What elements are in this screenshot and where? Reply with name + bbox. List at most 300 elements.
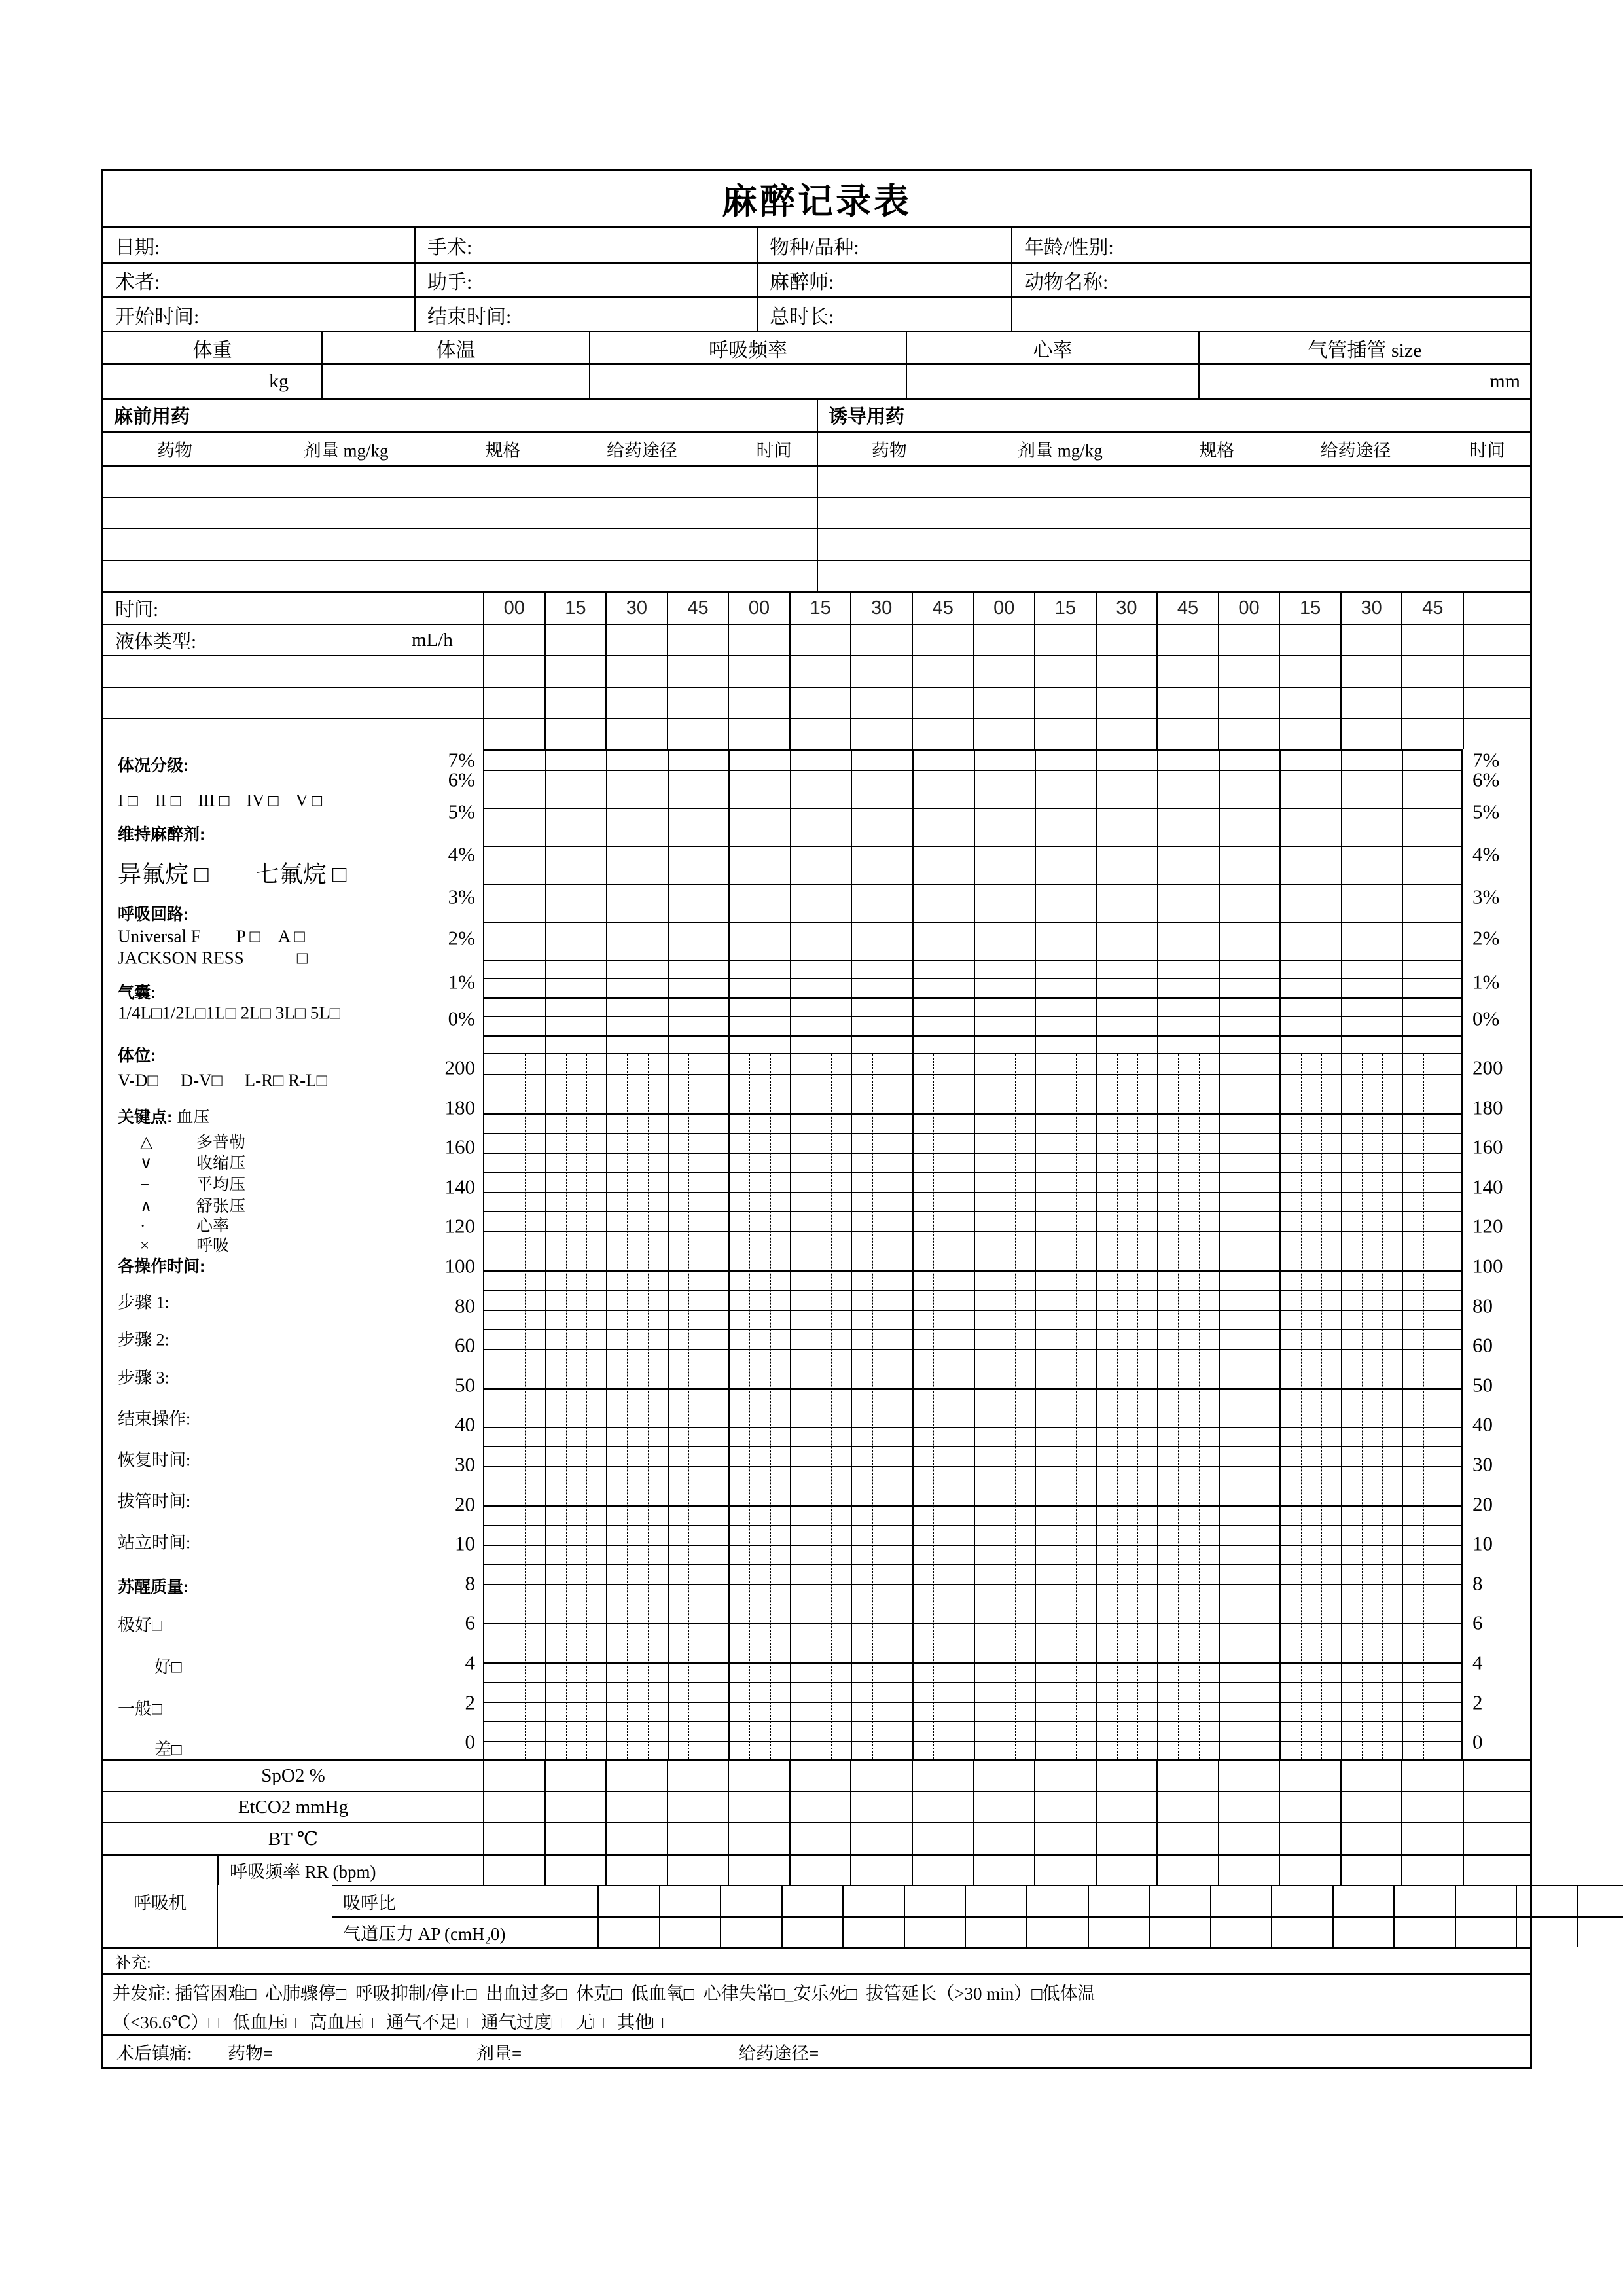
infusion-empty-row — [103, 687, 1530, 718]
grid-entry-cell[interactable] — [1096, 1856, 1157, 1885]
grid-entry-cell[interactable] — [973, 1856, 1035, 1885]
grid-entry-cell[interactable] — [904, 1886, 965, 1916]
sidebar-item[interactable]: Universal F P □ A □ — [118, 926, 305, 946]
grid-entry-cell[interactable] — [850, 719, 912, 749]
sidebar-heading: 体况分级: — [118, 757, 189, 775]
grid-entry-cell[interactable] — [781, 1886, 843, 1916]
analgesia-dose-field[interactable]: 剂量= — [476, 2043, 522, 2063]
grid-entry-cell[interactable] — [842, 1886, 904, 1916]
grid-entry-cell[interactable] — [1455, 1886, 1516, 1916]
grid-entry-cell[interactable] — [1034, 625, 1096, 655]
grid-entry-cell[interactable] — [1088, 1918, 1149, 1947]
grid-entry-cell[interactable] — [1279, 719, 1340, 749]
infusion-empty-row — [103, 718, 1530, 749]
grid-column-line — [851, 1054, 852, 1759]
grid-entry-cell[interactable] — [1401, 1792, 1463, 1822]
anesthesia-record-form — [101, 169, 1532, 2069]
age-sex-field[interactable]: 年龄/性别: — [1011, 228, 1530, 262]
grid-end-cell — [1463, 1761, 1530, 1791]
grid-entry-cell[interactable] — [659, 1886, 721, 1916]
value-scale-right: 60 — [1472, 1333, 1493, 1357]
grid-column-line — [545, 751, 546, 1053]
grid-entry-cell[interactable] — [544, 1823, 606, 1854]
grid-entry-cell[interactable] — [597, 1918, 659, 1947]
grid-entry-cell[interactable] — [1096, 1792, 1157, 1822]
anesthetist-field[interactable]: 麻醉师: — [757, 264, 1011, 296]
sidebar-heading: 苏醒质量: — [118, 1578, 189, 1596]
value-scale-right: 10 — [1472, 1532, 1493, 1555]
fluid-row-label-cell — [103, 625, 483, 655]
grid-entry-cell[interactable] — [1340, 656, 1402, 687]
grid-entry-cell[interactable] — [1156, 1856, 1218, 1885]
time-tick-cell: 00 — [483, 593, 544, 624]
ventilator-param-label: 气道压力 AP (cmH₂0) — [343, 1924, 506, 1944]
grid-entry-cell[interactable] — [605, 719, 667, 749]
grid-end-cell — [1463, 593, 1530, 624]
ventilator-param-label: 吸呼比 — [343, 1893, 396, 1913]
grid-column-line — [1157, 1054, 1158, 1759]
sidebar-item[interactable]: I □ II □ III □ IV □ V □ — [118, 791, 323, 810]
grid-row-line — [484, 1113, 1461, 1115]
grid-row-line — [484, 1270, 1461, 1272]
grid-entry-cell[interactable] — [1340, 688, 1402, 718]
grid-entry-cell[interactable] — [850, 688, 912, 718]
value-scale-right: 0 — [1472, 1730, 1483, 1753]
legend-text: 收缩压 — [196, 1155, 246, 1172]
grid-entry-cell[interactable] — [912, 688, 973, 718]
grid-entry-cell[interactable] — [728, 719, 789, 749]
col-drug: 药物 — [871, 440, 907, 461]
grid-column-line — [1402, 1054, 1403, 1759]
grid-entry-cell[interactable] — [728, 1823, 789, 1854]
sidebar-item[interactable]: 差□ — [154, 1740, 182, 1759]
vital-signs-grid — [483, 1053, 1463, 1759]
percent-scale-right: 6% — [1472, 768, 1500, 791]
grid-dashed-line — [586, 1054, 587, 1759]
grid-entry-cell[interactable] — [1096, 625, 1157, 655]
grid-entry-cell[interactable] — [483, 1856, 544, 1885]
time-tick-cell: 45 — [667, 593, 728, 624]
grid-entry-cell[interactable] — [544, 1761, 606, 1791]
time-tick-cell: 15 — [544, 593, 606, 624]
grid-entry-cell[interactable] — [605, 625, 667, 655]
grid-entry-cell[interactable] — [1218, 1761, 1279, 1791]
surgery-field[interactable]: 手术: — [414, 228, 757, 262]
grid-entry-cell[interactable] — [1218, 1856, 1279, 1885]
infusion-empty-row-label-cell — [103, 656, 483, 687]
grid-entry-cell[interactable] — [1156, 1761, 1218, 1791]
grid-entry-cell[interactable] — [1401, 688, 1463, 718]
grid-entry-cell[interactable] — [1516, 1886, 1577, 1916]
grid-entry-cell[interactable] — [1034, 719, 1096, 749]
grid-column-line — [974, 1054, 975, 1759]
grid-entry-cell[interactable] — [1393, 1918, 1455, 1947]
species-field[interactable]: 物种/品种: — [757, 228, 1011, 262]
grid-entry-cell[interactable] — [1034, 1823, 1096, 1854]
grid-column-line — [912, 1054, 914, 1759]
grid-entry-cell[interactable] — [912, 656, 973, 687]
grid-entry-cell[interactable] — [1088, 1886, 1149, 1916]
grid-entry-cell[interactable] — [973, 625, 1035, 655]
grid-entry-cell[interactable] — [1034, 1856, 1096, 1885]
grid-row-line — [484, 1172, 1461, 1173]
grid-entry-cell[interactable] — [973, 1823, 1035, 1854]
grid-entry-cell[interactable] — [912, 1761, 973, 1791]
animal-name-field[interactable]: 动物名称: — [1011, 264, 1530, 296]
grid-entry-cell[interactable] — [1401, 1823, 1463, 1854]
grid-row-line — [484, 884, 1461, 885]
vitals-header-row — [103, 331, 1530, 363]
value-scale-right: 140 — [1472, 1175, 1503, 1198]
keypoints-label: 关键点: — [118, 1108, 177, 1126]
legend-symbol: · — [140, 1217, 146, 1235]
grid-entry-cell[interactable] — [1149, 1918, 1210, 1947]
grid-entry-cell[interactable] — [965, 1886, 1026, 1916]
complications-line-2[interactable]: （<36.6℃）□ 低血压□ 高血压□ 通气不足□ 通气过度□ 无□ 其他□ — [113, 2013, 664, 2032]
start-time-field[interactable]: 开始时间: — [115, 306, 200, 328]
grid-entry-cell[interactable] — [1210, 1886, 1272, 1916]
grid-column-line — [606, 751, 607, 1053]
value-scale-left: 6 — [465, 1611, 475, 1634]
grid-entry-cell[interactable] — [789, 1823, 851, 1854]
grid-entry-cell[interactable] — [1156, 625, 1218, 655]
percent-scale-right: 4% — [1472, 842, 1500, 866]
weight-unit[interactable]: kg — [269, 370, 289, 392]
grid-entry-cell[interactable] — [1340, 1761, 1402, 1791]
grid-entry-cell[interactable] — [1401, 625, 1463, 655]
grid-entry-cell[interactable] — [483, 1761, 544, 1791]
grid-entry-cell[interactable] — [789, 656, 851, 687]
grid-entry-cell[interactable] — [1149, 1886, 1210, 1916]
medication-section-row — [103, 398, 1530, 431]
grid-entry-cell[interactable] — [597, 1886, 659, 1916]
legend-symbol: × — [140, 1237, 150, 1255]
assistant-field[interactable]: 助手: — [414, 264, 757, 296]
sidebar-heading: 气囊: — [118, 984, 156, 1002]
grid-entry-cell[interactable] — [1401, 719, 1463, 749]
grid-entry-cell[interactable] — [1271, 1886, 1332, 1916]
grid-entry-cell[interactable] — [912, 719, 973, 749]
info-row-3 — [103, 296, 1530, 331]
grid-row-line — [484, 978, 1461, 979]
percent-scale-right: 7% — [1472, 748, 1500, 772]
grid-entry-cell[interactable] — [1096, 1761, 1157, 1791]
grid-entry-cell[interactable] — [1332, 1918, 1394, 1947]
grid-entry-cell[interactable] — [483, 1823, 544, 1854]
grid-entry-cell[interactable] — [667, 656, 728, 687]
grid-entry-cell[interactable] — [1279, 688, 1340, 718]
heart-rate-header: 心率 — [906, 332, 1198, 363]
complications-line-1[interactable]: 并发症: 插管困难□ 心肺骤停□ 呼吸抑制/停止□ 出血过多□ 休克□ 低血氧□ 心律失常□_安乐死□ 拔管延长（>30 min）□低体温 — [113, 1984, 1096, 2003]
grid-entry-cell[interactable] — [789, 1856, 851, 1885]
grid-entry-cell[interactable] — [1218, 1823, 1279, 1854]
grid-entry-cell[interactable] — [728, 1856, 789, 1885]
grid-entry-cell[interactable] — [667, 1761, 728, 1791]
heart-rate-value-cell[interactable] — [906, 365, 1198, 398]
medication-empty-row[interactable] — [103, 497, 1530, 528]
grid-row-line — [484, 922, 1461, 923]
grid-entry-cell[interactable] — [912, 625, 973, 655]
grid-entry-cell[interactable] — [1218, 1792, 1279, 1822]
legend-text: 心率 — [196, 1217, 230, 1235]
grid-entry-cell[interactable] — [483, 625, 544, 655]
grid-row-line — [484, 1192, 1461, 1193]
sidebar-item[interactable]: 异氟烷 □ 七氟烷 □ — [118, 861, 347, 888]
grid-entry-cell[interactable] — [1096, 1823, 1157, 1854]
complications-row — [103, 1973, 1530, 2034]
percent-scale-right: 5% — [1472, 800, 1500, 823]
infusion-empty-row-label-cell — [103, 688, 483, 718]
grid-entry-cell[interactable] — [544, 625, 606, 655]
grid-entry-cell[interactable] — [850, 656, 912, 687]
monitor-row — [103, 1759, 1530, 1791]
time-tick-cell: 00 — [973, 593, 1035, 624]
grid-entry-cell[interactable] — [544, 719, 606, 749]
grid-entry-cell[interactable] — [1034, 656, 1096, 687]
grid-entry-cell[interactable] — [789, 719, 851, 749]
fluid-type-label[interactable]: 液体类型: — [115, 631, 197, 653]
grid-entry-cell[interactable] — [1340, 1856, 1402, 1885]
time-tick-cell: 45 — [1156, 593, 1218, 624]
grid-entry-cell[interactable] — [1218, 688, 1279, 718]
monitor-label: EtCO2 mmHg — [238, 1796, 349, 1818]
grid-entry-cell[interactable] — [605, 656, 667, 687]
time-tick-cell: 45 — [1401, 593, 1463, 624]
grid-entry-cell[interactable] — [1455, 1918, 1516, 1947]
grid-column-line — [545, 1054, 546, 1759]
medication-empty-row[interactable] — [103, 465, 1530, 497]
grid-row-line — [484, 1035, 1461, 1037]
grid-entry-cell[interactable] — [973, 656, 1035, 687]
value-scale-left: 80 — [455, 1294, 475, 1318]
grid-entry-cell[interactable] — [544, 688, 606, 718]
grid-dashed-line — [1015, 1054, 1016, 1759]
grid-entry-cell[interactable] — [781, 1918, 843, 1947]
grid-entry-cell[interactable] — [605, 1823, 667, 1854]
grid-entry-cell[interactable] — [483, 656, 544, 687]
grid-entry-cell[interactable] — [912, 1792, 973, 1822]
grid-dashed-line — [811, 1054, 812, 1759]
respiratory-rate-value-cell[interactable] — [589, 365, 906, 398]
et-tube-header: 气管插管 size — [1198, 332, 1530, 363]
value-scale-left: 0 — [465, 1730, 475, 1753]
grid-row-line — [484, 1329, 1461, 1330]
grid-entry-cell[interactable] — [720, 1886, 781, 1916]
grid-row-line — [484, 1525, 1461, 1526]
grid-row-line — [484, 1290, 1461, 1291]
grid-entry-cell[interactable] — [1340, 1792, 1402, 1822]
sidebar-item[interactable]: 好□ — [154, 1657, 182, 1677]
value-scale-left: 100 — [444, 1254, 475, 1278]
grid-entry-cell[interactable] — [483, 1792, 544, 1822]
end-time-field[interactable]: 结束时间: — [414, 298, 757, 331]
value-scale-left: 4 — [465, 1651, 475, 1674]
grid-entry-cell[interactable] — [1156, 1792, 1218, 1822]
value-scale-right: 4 — [1472, 1651, 1483, 1674]
total-duration-field[interactable]: 总时长: — [757, 298, 1011, 331]
grid-entry-cell[interactable] — [659, 1918, 721, 1947]
analgesia-label: 术后镇痛: — [116, 2043, 192, 2063]
legend-symbol: ∨ — [140, 1155, 152, 1172]
grid-entry-cell[interactable] — [605, 688, 667, 718]
time-tick-cell: 15 — [1034, 593, 1096, 624]
grid-entry-cell[interactable] — [483, 719, 544, 749]
sidebar-item[interactable]: 极好□ — [118, 1615, 162, 1635]
grid-entry-cell[interactable] — [1332, 1886, 1394, 1916]
grid-entry-cell[interactable] — [667, 625, 728, 655]
grid-entry-cell[interactable] — [605, 1856, 667, 1885]
grid-entry-cell[interactable] — [850, 625, 912, 655]
grid-entry-cell[interactable] — [1156, 656, 1218, 687]
grid-entry-cell[interactable] — [973, 1792, 1035, 1822]
grid-entry-cell[interactable] — [1096, 719, 1157, 749]
grid-entry-cell[interactable] — [850, 1761, 912, 1791]
percent-scale-left: 5% — [448, 800, 475, 823]
grid-entry-cell[interactable] — [544, 656, 606, 687]
time-tick-cell: 00 — [1218, 593, 1279, 624]
grid-entry-cell[interactable] — [973, 719, 1035, 749]
grid-column-line — [790, 1054, 791, 1759]
grid-entry-cell[interactable] — [1210, 1918, 1272, 1947]
time-tick-cell: 30 — [1340, 593, 1402, 624]
grid-entry-cell[interactable] — [667, 1823, 728, 1854]
grid-entry-cell[interactable] — [544, 1856, 606, 1885]
grid-entry-cell[interactable] — [1218, 625, 1279, 655]
et-tube-unit[interactable]: mm — [1198, 365, 1530, 398]
grid-entry-cell[interactable] — [789, 1761, 851, 1791]
percent-scale-right: 1% — [1472, 970, 1500, 994]
grid-entry-cell[interactable] — [1034, 1792, 1096, 1822]
grid-entry-cell[interactable] — [728, 1761, 789, 1791]
grid-entry-cell[interactable] — [912, 1823, 973, 1854]
grid-entry-cell[interactable] — [1279, 1823, 1340, 1854]
grid-entry-cell[interactable] — [667, 1856, 728, 1885]
grid-entry-cell[interactable] — [1218, 656, 1279, 687]
time-tick-cell: 30 — [850, 593, 912, 624]
monitor-row — [103, 1822, 1530, 1854]
legend-symbol: ∧ — [140, 1198, 152, 1215]
grid-entry-cell[interactable] — [1271, 1918, 1332, 1947]
value-scale-left: 10 — [455, 1532, 475, 1555]
grid-entry-cell[interactable] — [973, 688, 1035, 718]
grid-entry-cell[interactable] — [483, 688, 544, 718]
grid-end-cell — [1463, 625, 1530, 655]
page-title: 麻醉记录表 — [722, 182, 912, 221]
grid-entry-cell[interactable] — [1026, 1918, 1088, 1947]
grid-entry-cell[interactable] — [667, 719, 728, 749]
grid-entry-cell[interactable] — [850, 1792, 912, 1822]
analgesia-row — [103, 2034, 1530, 2067]
sidebar-item[interactable]: 一般□ — [118, 1699, 162, 1719]
grid-dashed-line — [1362, 1054, 1363, 1759]
grid-entry-cell[interactable] — [842, 1918, 904, 1947]
grid-entry-cell[interactable] — [850, 1823, 912, 1854]
grid-entry-cell[interactable] — [667, 1792, 728, 1822]
temperature-value-cell[interactable] — [321, 365, 589, 398]
value-scale-right: 30 — [1472, 1452, 1493, 1476]
sidebar-item[interactable]: V-D□ D-V□ L-R□ R-L□ — [118, 1070, 327, 1090]
grid-entry-cell[interactable] — [1401, 656, 1463, 687]
grid-entry-cell[interactable] — [1034, 1761, 1096, 1791]
supplement-row[interactable] — [103, 1947, 1530, 1973]
grid-entry-cell[interactable] — [1218, 719, 1279, 749]
col-route: 给药途径 — [606, 440, 677, 461]
grid-entry-cell[interactable] — [850, 1856, 912, 1885]
medication-empty-row[interactable] — [103, 528, 1530, 560]
grid-entry-cell[interactable] — [1340, 625, 1402, 655]
value-scale-left: 30 — [455, 1452, 475, 1476]
grid-entry-cell[interactable] — [605, 1792, 667, 1822]
grid-entry-cell[interactable] — [1096, 688, 1157, 718]
grid-entry-cell[interactable] — [912, 1856, 973, 1885]
grid-entry-cell[interactable] — [1034, 688, 1096, 718]
grid-row-line — [484, 1349, 1461, 1350]
grid-entry-cell[interactable] — [1096, 656, 1157, 687]
premed-columns — [103, 433, 817, 465]
grid-entry-cell[interactable] — [1279, 1856, 1340, 1885]
grid-entry-cell[interactable] — [720, 1918, 781, 1947]
grid-entry-cell[interactable] — [1279, 1792, 1340, 1822]
legend-symbol: △ — [140, 1134, 153, 1151]
sidebar-item[interactable]: JACKSON RESS □ — [118, 948, 308, 968]
medication-empty-row[interactable] — [103, 560, 1530, 591]
respiratory-rate-header: 呼吸频率 — [589, 332, 906, 363]
surgeon-field[interactable]: 术者: — [115, 272, 160, 293]
grid-entry-cell[interactable] — [728, 656, 789, 687]
grid-entry-cell[interactable] — [1279, 656, 1340, 687]
analgesia-route-field[interactable]: 给药途径= — [738, 2043, 819, 2063]
ventilator-row — [103, 1854, 1530, 1885]
grid-entry-cell[interactable] — [1279, 625, 1340, 655]
grid-entry-cell[interactable] — [1340, 1823, 1402, 1854]
grid-entry-cell[interactable] — [973, 1761, 1035, 1791]
date-field[interactable]: 日期: — [115, 236, 160, 259]
grid-column-line — [1219, 751, 1220, 1053]
value-scale-left: 8 — [465, 1571, 475, 1595]
grid-dashed-line — [770, 1054, 771, 1759]
grid-dashed-line — [1301, 1054, 1302, 1759]
grid-entry-cell[interactable] — [904, 1918, 965, 1947]
temperature-header: 体温 — [321, 332, 589, 363]
grid-entry-cell[interactable] — [1401, 1856, 1463, 1885]
grid-entry-cell[interactable] — [1279, 1761, 1340, 1791]
grid-end-cell — [1463, 719, 1530, 749]
grid-entry-cell[interactable] — [789, 1792, 851, 1822]
grid-entry-cell[interactable] — [789, 688, 851, 718]
medication-columns-row — [103, 431, 1530, 465]
ventilator-row — [332, 1885, 1623, 1916]
grid-entry-cell[interactable] — [1156, 719, 1218, 749]
grid-entry-cell[interactable] — [667, 688, 728, 718]
grid-entry-cell[interactable] — [728, 1792, 789, 1822]
grid-entry-cell[interactable] — [544, 1792, 606, 1822]
grid-entry-cell[interactable] — [1393, 1886, 1455, 1916]
analgesia-drug-field[interactable]: 药物= — [228, 2043, 274, 2063]
grid-entry-cell[interactable] — [1516, 1918, 1577, 1947]
grid-entry-cell[interactable] — [1401, 1761, 1463, 1791]
grid-entry-cell[interactable] — [728, 625, 789, 655]
grid-entry-cell[interactable] — [1026, 1886, 1088, 1916]
grid-entry-cell[interactable] — [605, 1761, 667, 1791]
grid-entry-cell[interactable] — [789, 625, 851, 655]
grid-column-line — [912, 751, 914, 1053]
sidebar-item[interactable]: 1/4L□1/2L□1L□ 2L□ 3L□ 5L□ — [118, 1003, 341, 1023]
grid-entry-cell[interactable] — [1156, 1823, 1218, 1854]
grid-entry-cell[interactable] — [965, 1918, 1026, 1947]
grid-entry-cell[interactable] — [728, 688, 789, 718]
grid-entry-cell[interactable] — [1156, 688, 1218, 718]
grid-entry-cell[interactable] — [1340, 719, 1402, 749]
